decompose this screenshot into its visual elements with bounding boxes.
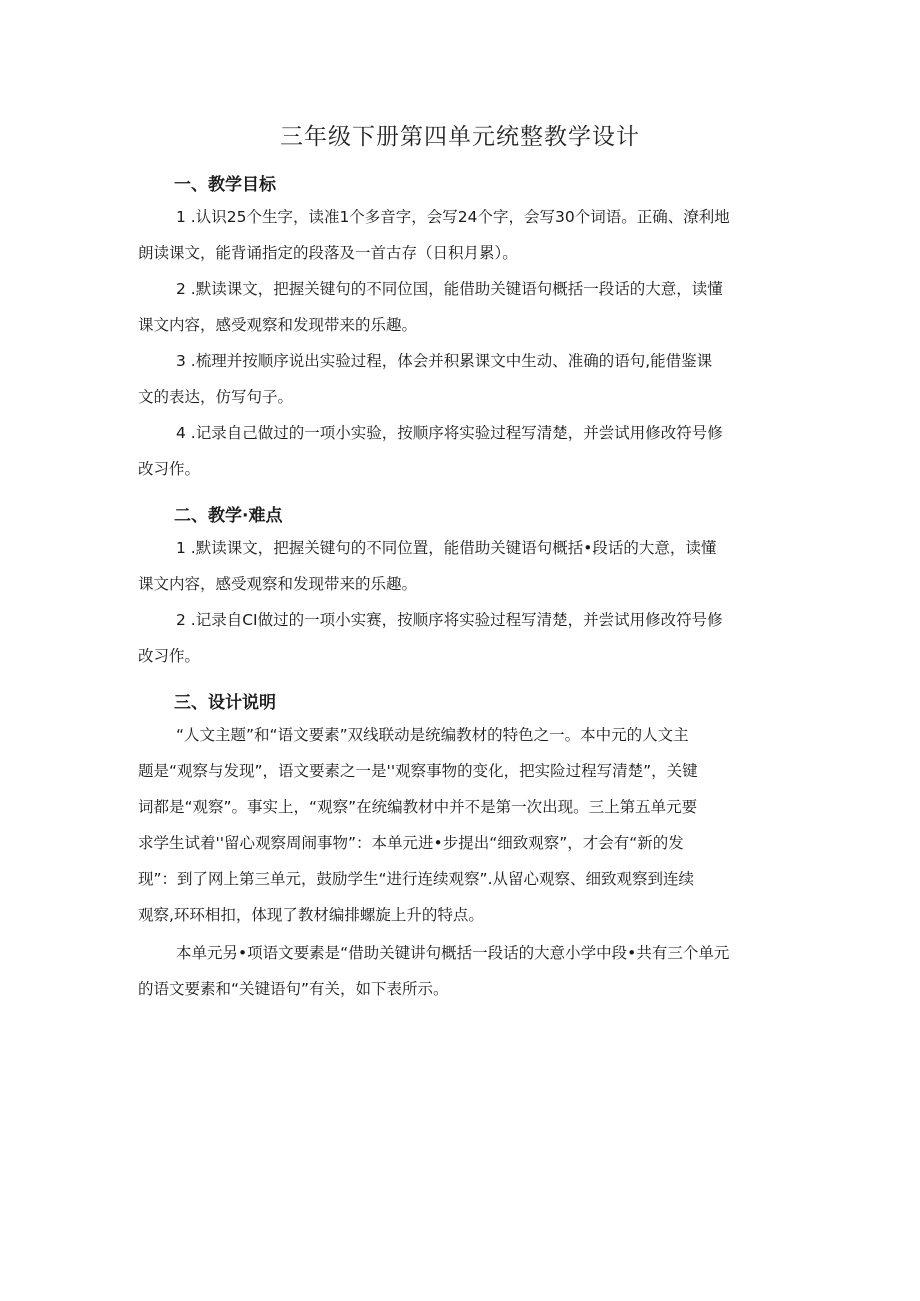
- goal-item-2: [138, 271, 786, 343]
- design-paragraph-1: [138, 717, 786, 933]
- goal-item-4-line-1: 4 .记录自己做过的一项小实验，按顺序将实验过程写清楚，并尝试用修改符号修: [176, 424, 723, 442]
- goal-item-1-line-2: 朗读课文，能背诵指定的段落及一首古存（日积月累）。: [138, 244, 518, 262]
- goal-item-4-line-2: 改习作。: [138, 460, 201, 478]
- difficulty-item-2-line-2: 改习作。: [138, 647, 201, 665]
- design-paragraph-1-line-6: 观察,环环相扣，体现了教材编排螺旋上升的特点。: [138, 906, 484, 924]
- document-title: 三年级下册第四单元统整教学设计: [280, 124, 640, 150]
- goal-item-3-line-2: 文的表达，仿写句子。: [138, 388, 294, 406]
- difficulty-item-2-line-1: 2 .记录自CI做过的一项小实赛，按顺序将实验过程写清楚，并尝试用修改符号修: [176, 611, 723, 629]
- section-heading-teaching-goals: 一、教学目标: [174, 175, 276, 195]
- design-paragraph-2: [138, 935, 786, 1007]
- goal-item-1-line-1: 1 .认识25个生字，读准1个多音字，会写24个字，会写30个词语。正确、潦利地: [176, 208, 730, 226]
- difficulty-item-1-line-1: 1 .默读课文，把握关键句的不同位置，能借助关键语句概括•段话的大意，读懂: [176, 539, 717, 557]
- design-paragraph-2-line-2: 的语文要素和“关键语句”有关，如下表所示。: [138, 980, 449, 998]
- goal-item-3-line-1: 3 .梳理并按顺序说出实验过程，体会并积累课文中生动、准确的语句,能借鉴课: [176, 352, 713, 370]
- goal-item-1: [138, 199, 786, 271]
- difficulty-item-1: [138, 530, 786, 602]
- design-paragraph-1-line-1: “人文主题”和“语文要素”双线联动是统编教材的特色之一。本中元的人文主: [176, 726, 689, 744]
- design-paragraph-1-line-2: 题是“观察与发现”，语文要素之一是''观察事物的变化，把实险过程写清楚”，关键: [138, 762, 698, 780]
- section-heading-key-difficulties: 二、教学·难点: [174, 506, 283, 526]
- goal-item-2-line-1: 2 .默读课文，把握关键句的不同位国，能借助关键语句概括一段话的大意，读懂: [176, 280, 723, 298]
- section-heading-design-notes: 三、设计说明: [174, 693, 276, 713]
- difficulty-item-2: [138, 602, 786, 674]
- design-paragraph-1-line-3: 词都是“观察”。事实上，“观察”在统编教材中并不是第一次出现。三上第五单元要: [138, 798, 698, 816]
- design-paragraph-2-line-1: 本单元另•项语文要素是“借助关键讲句概括一段话的大意小学中段•共有三个单元: [176, 944, 730, 962]
- goal-item-4: [138, 415, 786, 487]
- design-paragraph-1-line-5: 现”：到了网上第三单元，鼓励学生“进行连续观察”.从留心观察、细致观察到连续: [138, 870, 695, 888]
- design-paragraph-1-line-4: 求学生试着''留心观察周闹事物”：本单元进•步提出“细致观察”，才会有“新的发: [138, 834, 684, 852]
- goal-item-3: [138, 343, 786, 415]
- difficulty-item-1-line-2: 课文内容，感受观察和发现带来的乐趣。: [138, 575, 418, 593]
- goal-item-2-line-2: 课文内容，感受观察和发现带来的乐趣。: [138, 316, 418, 334]
